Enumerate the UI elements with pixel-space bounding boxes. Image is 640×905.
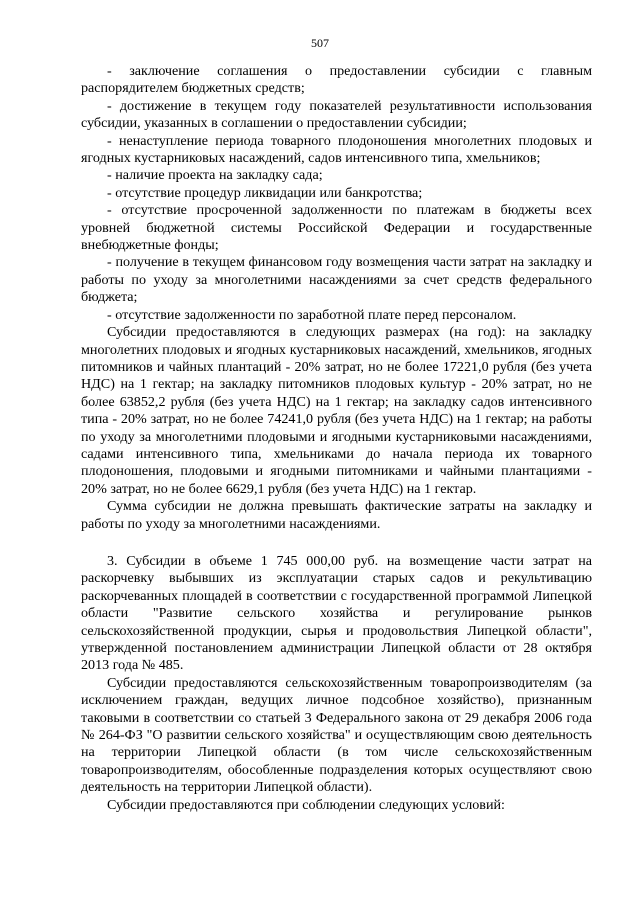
condition-agreement: - заключение соглашения о предоставлении субсидии с главным распорядителем бюджетных средств; <box>81 63 592 97</box>
condition-no-wage-debt: - отсутствие задолженности по заработной плате перед персоналом. <box>107 306 517 323</box>
condition-no-budget-debt: - отсутствие просроченной задолженности по платежам в бюджеты всех уровней бюджетной системы Российской Федерации и государственные внебюджетные фонды; <box>81 202 592 254</box>
section-3-paragraph: 3. Субсидии в объеме 1 745 000,00 руб. на возмещение части затрат на раскорчевку выбывших из эксплуатации старых садов и рекультивацию раскорчеванных площадей в соответствии с государственной программой Липецкой области "Развитие сельского хозяйства и регулирование рынков сельскохозяйственной продукции, сырья и продовольствия Липецкой области", утвержденной постановлением администрации Липецкой области от 28 октября 2013 года № 485. <box>81 552 592 674</box>
condition-garden-project: - наличие проекта на закладку сада; <box>107 167 323 184</box>
recipients-paragraph: Субсидии предоставляются сельскохозяйственным товаропроизводителям (за исключением граждан, ведущих личное подсобное хозяйство), признанным таковыми в соответствии со статьей 3 Федерального закона от 29 декабря 2006 года № 264-ФЗ "О развитии сельского хозяйства" и осуществляющим свою деятельность на территории Липецкой области (в том числе сельскохозяйственным товаропроизводителям, обособленные подразделения которых осуществляют свою деятельность на территории Липецкой области). <box>81 674 592 796</box>
conditions-intro-paragraph: Субсидии предоставляются при соблюдении следующих условий: <box>107 796 505 813</box>
condition-no-fruiting: - ненаступление периода товарного плодоношения многолетних плодовых и ягодных кустарниковых насаждений, садов интенсивного типа, хмельников; <box>81 132 592 167</box>
condition-performance: - достижение в текущем году показателей результативности использования субсидии, указанных в соглашении о предоставлении субсидии; <box>81 97 592 132</box>
condition-no-liquidation: - отсутствие процедур ликвидации или банкротства; <box>107 184 423 201</box>
section-spacer <box>81 533 592 553</box>
document-body <box>81 63 592 814</box>
condition-no-federal-compensation: - получение в текущем финансовом году возмещения части затрат на закладку и работы по уходу за многолетними насаждениями за счет средств федерального бюджета; <box>81 254 592 306</box>
page-number: 507 <box>311 36 329 50</box>
subsidy-rates-paragraph: Субсидии предоставляются в следующих размерах (на год): на закладку многолетних плодовых и ягодных кустарниковых насаждений, хмельников, ягодных питомников и чайных плантаций - 20% затрат, но не более 17221,0 рубля (без учета НДС) на 1 гектар; на закладку питомников плодовых культур - 20% затрат, но не более 63852,2 рубля (без учета НДС) на 1 гектар; на закладку садов интенсивного типа - 20% затрат, но не более 74241,0 рубля (без учета НДС) на 1 гектар; на работы по уходу за многолетними плодовыми и ягодными кустарниковыми насаждениями, садами интенсивного типа, хмельниками до начала периода их товарного плодоношения, плодовыми и ягодными питомниками и чайными плантациями - 20% затрат, но не более 6629,1 рубля (без учета НДС) на 1 гектар. <box>81 324 592 497</box>
subsidy-limit-paragraph: Сумма субсидии не должна превышать фактические затраты на закладку и работы по уходу за многолетними насаждениями. <box>81 498 592 532</box>
